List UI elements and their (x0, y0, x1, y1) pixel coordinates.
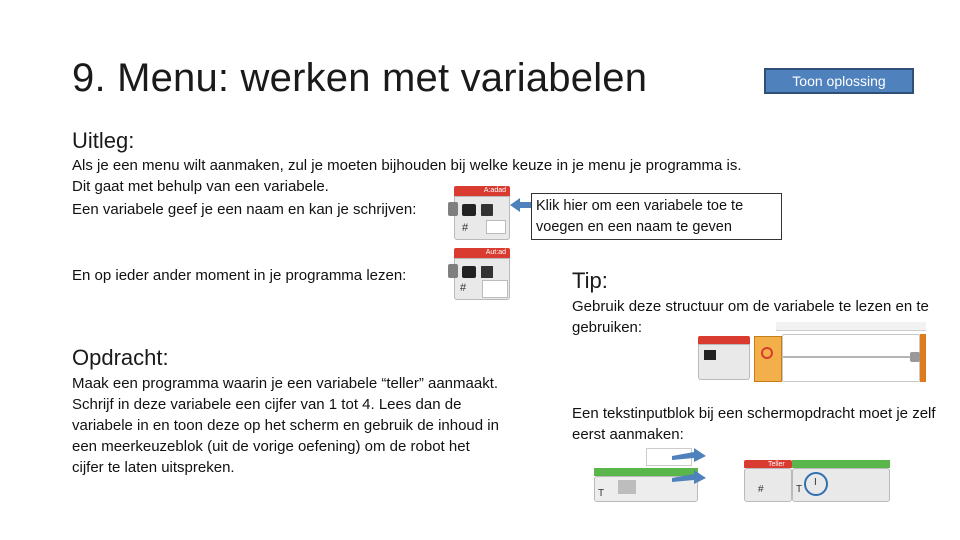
display-block-header (792, 460, 890, 468)
teller-hash: # (758, 484, 764, 495)
read-variable-icon (481, 266, 493, 278)
block-connector-icon (448, 202, 458, 216)
small-suitcase-icon (704, 350, 716, 360)
teller-variable-header (744, 460, 792, 468)
screen-icon (618, 480, 636, 494)
uitleg-heading: Uitleg: (72, 128, 135, 153)
read-block-header (454, 248, 510, 258)
switch-mode-icon (761, 347, 773, 359)
show-solution-button[interactable]: Toon oplossing (764, 68, 914, 94)
display-text-label: T (796, 484, 803, 495)
read-block-small (694, 336, 754, 382)
screen-block-illustration-2 (744, 460, 894, 504)
read-suitcase-icon (462, 266, 476, 278)
tip-text-2: Een tekstinputblok bij een schermopdracht moet je zelf eerst aanmaken: (572, 405, 936, 443)
case-connector-icon (910, 352, 920, 362)
screen-block-illustration-1 (594, 448, 712, 504)
read-output (482, 280, 508, 298)
switch-case-frame (782, 334, 920, 382)
uitleg-line-2: Dit gaat met behulp van een variabele. (72, 178, 329, 195)
text-input-i: I (814, 477, 817, 488)
uitleg-line-1: Als je een menu wilt aanmaken, zul je moeten bijhouden bij welke keuze in je menu je programma is. (72, 157, 742, 174)
read-variable-name-label: Aut:ad (485, 249, 506, 256)
tip-text: Gebruik deze structuur om de variabele te lezen en te gebruiken: (572, 298, 929, 336)
callout-box: Klik hier om een variabele toe te voegen en een naam te geven (531, 193, 782, 240)
read-connector-icon (448, 264, 458, 278)
read-mode-hash: # (460, 282, 467, 294)
variable-icon (481, 204, 493, 216)
blue-arrows-icon (666, 448, 712, 488)
uitleg-line-4: En op ieder ander moment in je programma lezen: (72, 267, 407, 284)
page-title: 9. Menu: werken met variabelen (72, 56, 648, 100)
teller-label: Teller (768, 461, 785, 468)
highlight-circle-icon (804, 472, 828, 496)
suitcase-icon (462, 204, 476, 216)
value-input (486, 220, 506, 234)
variable-read-block (448, 248, 510, 300)
variable-name-label: A:adad (483, 187, 506, 194)
variable-block-header (454, 186, 510, 196)
switch-block-start (754, 336, 782, 382)
write-mode-hash: # (462, 222, 469, 234)
switch-block-end (920, 334, 926, 382)
switch-structure-illustration (694, 322, 932, 384)
tip-heading: Tip: (572, 268, 608, 293)
text-input-label: T (598, 488, 605, 499)
variable-write-block (448, 186, 510, 240)
switch-toolbar (776, 322, 926, 331)
opdracht-heading: Opdracht: (72, 345, 169, 370)
small-read-header (698, 336, 750, 344)
opdracht-text: Maak een programma waarin je een variabele “teller” aanmaakt. Schrijf in deze variabele een cijfer van 1 tot 4. Lees dan de variabele in en toon deze op het scherm en gebruik de inhoud in een meerkeuzeblok (uit de vorige oefening) om de robot het cijfer te laten uitspreken. (72, 375, 499, 476)
uitleg-line-3: Een variabele geef je een naam en kan je schrijven: (72, 201, 417, 218)
teller-block-body (744, 468, 792, 502)
